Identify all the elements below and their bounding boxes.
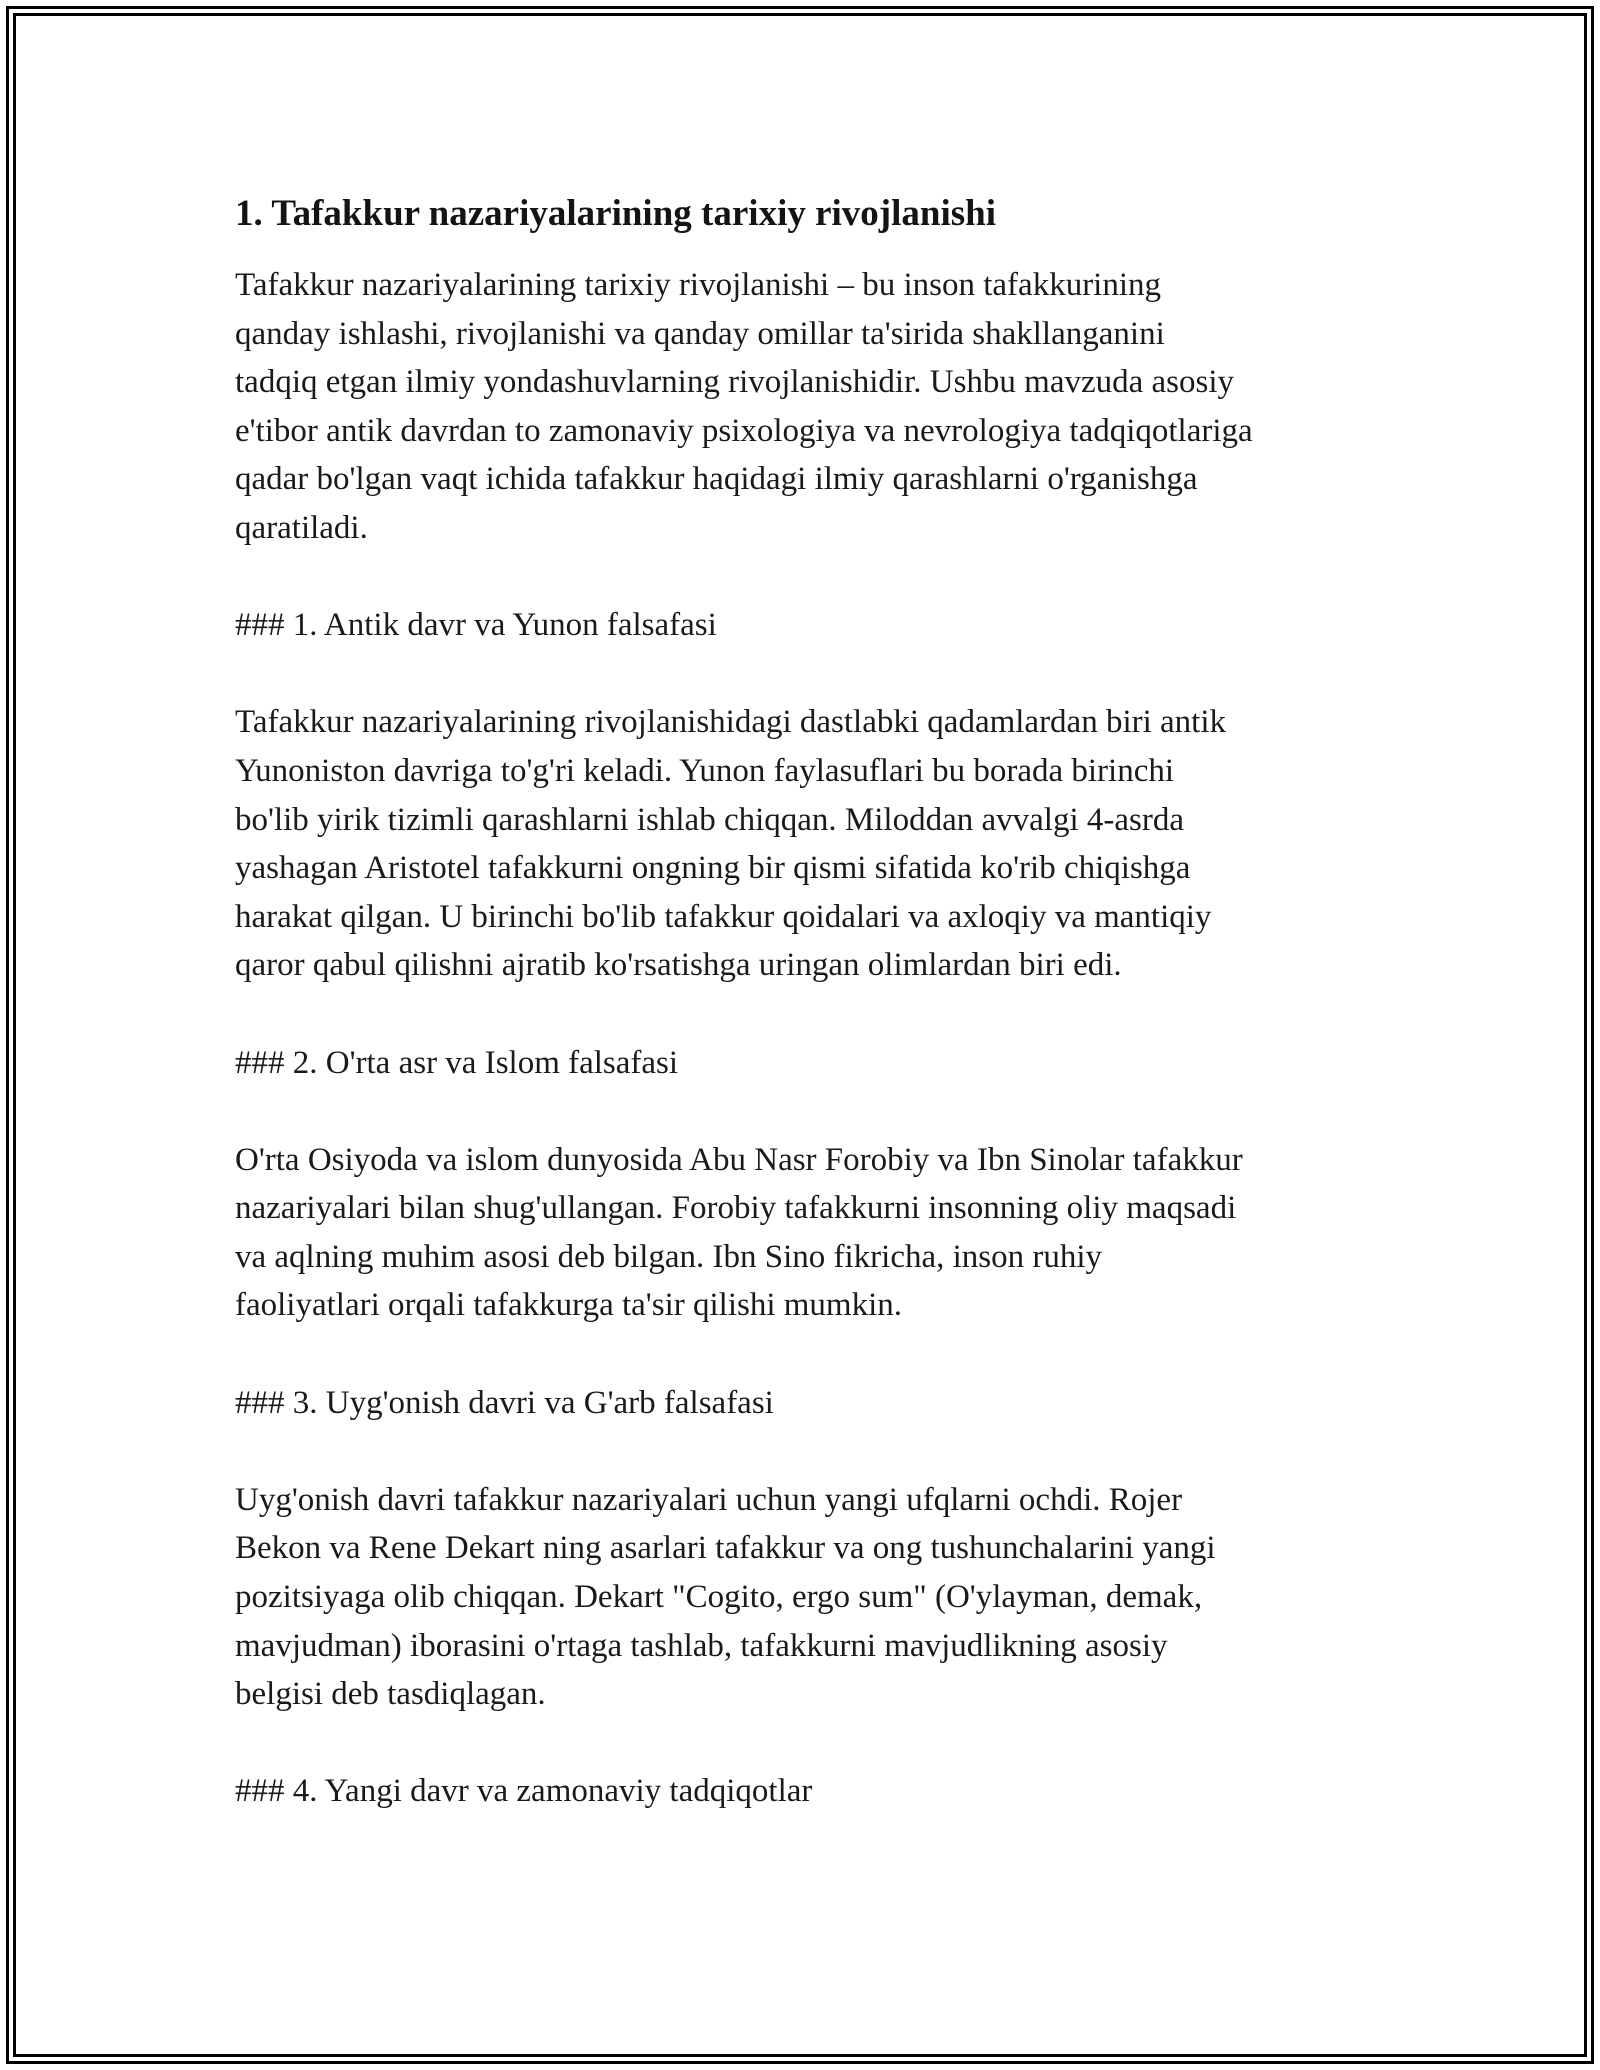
paragraph-line: harakat qilgan. U birinchi bo'lib tafakkur qoidalari va axloqiy va mantiqiy [235,898,1212,935]
section-heading: ### 3. Uyg'onish davri va G'arb falsafasi [235,1384,774,1421]
blank-line [235,1427,1375,1476]
paragraph-line: Yunoniston davriga to'g'ri keladi. Yunon faylasuflari bu borada birinchi [235,752,1175,789]
paragraph-line: Tafakkur nazariyalarining rivojlanishidagi dastlabki qadamlardan biri antik [235,704,1227,741]
paragraph-line: qanday ishlashi, rivojlanishi va qanday omillar ta'sirida shakllanganini [235,315,1165,352]
paragraph-line: Bekon va Rene Dekart ning asarlari tafakkur va ong tushunchalarini yangi [235,1530,1216,1567]
paragraph-line: qaror qabul qilishni ajratib ko'rsatishga uringan olimlardan biri edi. [235,947,1122,984]
paragraph-line: qaratiladi. [235,509,368,546]
document-title: 1. Tafakkur nazariyalarining tarixiy rivojlanishi [235,193,997,234]
blank-line [235,990,1375,1039]
paragraph-line: Tafakkur nazariyalarining tarixiy rivojlanishi – bu inson tafakkurining [235,267,1162,303]
intro-paragraph [235,261,1375,553]
section-heading: ### 1. Antik davr va Yunon falsafasi [235,607,717,644]
blank-line [235,650,1375,699]
blank-line [235,1719,1375,1768]
paragraph-line: nazariyalari bilan shug'ullangan. Forobiy tafakkurni insonning oliy maqsadi [235,1190,1237,1227]
paragraph-line: qadar bo'lgan vaqt ichida tafakkur haqidagi ilmiy qarashlarni o'rganishga [235,461,1198,498]
blank-line [235,1330,1375,1379]
document-body [235,188,1375,1816]
paragraph-line: yashagan Aristotel tafakkurni ongning bir qismi sifatida ko'rib chiqishga [235,850,1191,887]
section-heading: ### 2. O'rta asr va Islom falsafasi [235,1044,679,1081]
blank-line [235,553,1375,602]
paragraph-line: va aqlning muhim asosi deb bilgan. Ibn Sino fikricha, inson ruhiy [235,1238,1103,1275]
paragraph-line: mavjudman) iborasini o'rtaga tashlab, tafakkurni mavjudlikning asosiy [235,1627,1168,1664]
paragraph-line: O'rta Osiyoda va islom dunyosida Abu Nasr Forobiy va Ibn Sinolar tafakkur [235,1141,1243,1178]
paragraph-line: faoliyatlari orqali tafakkurga ta'sir qilishi mumkin. [235,1287,903,1324]
paragraph-line: belgisi deb tasdiqlagan. [235,1676,546,1713]
paragraph-line: tadqiq etgan ilmiy yondashuvlarning rivojlanishidir. Ushbu mavzuda asosiy [235,364,1235,401]
paragraph-line: pozitsiyaga olib chiqqan. Dekart "Cogito, ergo sum" (O'ylayman, demak, [235,1579,1203,1616]
blank-line [235,1087,1375,1136]
section-paragraph [235,1136,1375,1330]
section-paragraph [235,698,1375,990]
paragraph-line: Uyg'onish davri tafakkur nazariyalari uchun yangi ufqlarni ochdi. Rojer [235,1481,1183,1518]
paragraph-line: e'tibor antik davrdan to zamonaviy psixologiya va nevrologiya tadqiqotlariga [235,412,1253,449]
section-heading: ### 4. Yangi davr va zamonaviy tadqiqotlar [235,1773,813,1810]
paragraph-line: bo'lib yirik tizimli qarashlarni ishlab chiqqan. Miloddan avvalgi 4-asrda [235,801,1184,838]
section-paragraph [235,1476,1375,1719]
